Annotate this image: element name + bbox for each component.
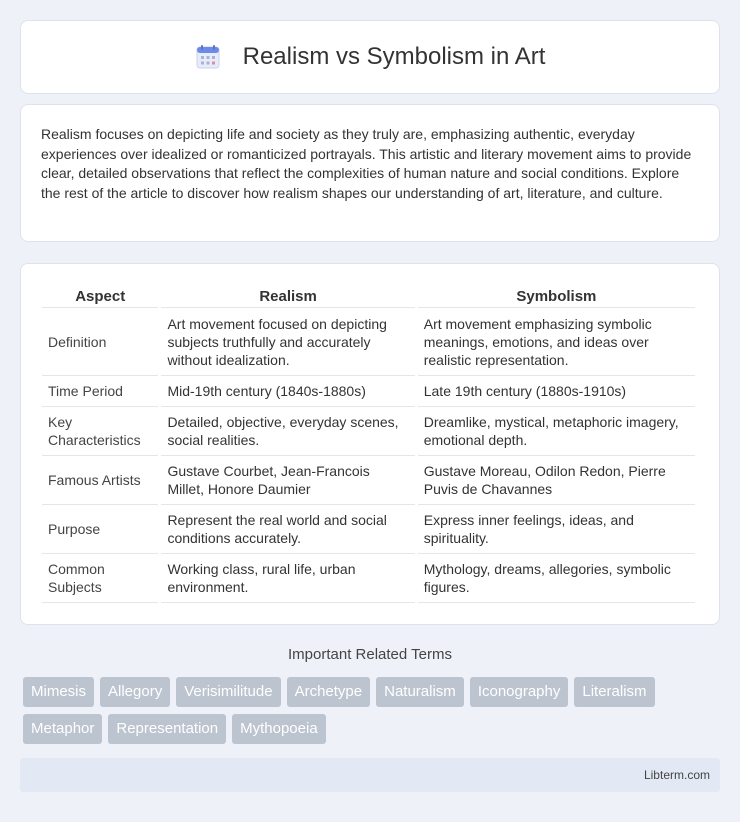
related-term-tag[interactable]: Naturalism (376, 677, 464, 707)
symbolism-cell: Gustave Moreau, Odilon Redon, Pierre Puvis de Chavannes (416, 456, 696, 505)
realism-cell: Represent the real world and social conditions accurately. (160, 505, 416, 554)
aspect-cell: Key Characteristics (42, 407, 160, 456)
related-term-tag[interactable]: Allegory (100, 677, 170, 707)
related-term-tag[interactable]: Mimesis (23, 677, 94, 707)
aspect-cell: Common Subjects (42, 554, 160, 603)
header-symbolism: Symbolism (416, 284, 696, 308)
related-term-tag[interactable]: Verisimilitude (176, 677, 280, 707)
header-realism: Realism (160, 284, 416, 308)
title-card (20, 20, 720, 94)
table-row (42, 407, 697, 456)
realism-cell: Art movement focused on depicting subjects truthfully and accurately without idealization. (160, 308, 416, 376)
intro-text: Realism focuses on depicting life and society as they truly are, emphasizing authentic, everyday experiences over idealized or romanticized portrayals. This artistic and literary movement aims to provide clear, detailed observations that reflect the complexities of human nature and social conditions. Explore the rest of the article to discover how realism shapes our understanding of art, literature, and culture. (41, 126, 692, 201)
comparison-card (20, 263, 720, 625)
intro-card (20, 104, 720, 242)
aspect-cell: Time Period (42, 376, 160, 407)
table-row (42, 456, 697, 505)
table-row (42, 376, 697, 407)
related-term-tag[interactable]: Iconography (470, 677, 569, 707)
footer-site-link[interactable]: Libterm.com (643, 768, 710, 782)
table-row (42, 308, 697, 376)
aspect-cell: Definition (42, 308, 160, 376)
comparison-table (42, 284, 698, 603)
page-title: Realism vs Symbolism in Art (242, 43, 546, 70)
aspect-cell: Famous Artists (42, 456, 160, 505)
related-terms-title: Important Related Terms (288, 646, 452, 663)
related-terms-list (23, 677, 723, 744)
table-row (42, 505, 697, 554)
realism-cell: Gustave Courbet, Jean-Francois Millet, Honore Daumier (160, 456, 416, 505)
aspect-cell: Purpose (42, 505, 160, 554)
calendar-icon (195, 44, 221, 70)
related-term-tag[interactable]: Mythopoeia (232, 714, 326, 744)
related-term-tag[interactable]: Archetype (287, 677, 371, 707)
symbolism-cell: Late 19th century (1880s-1910s) (416, 376, 696, 407)
related-term-tag[interactable]: Representation (108, 714, 226, 744)
realism-cell: Working class, rural life, urban environment. (160, 554, 416, 603)
symbolism-cell: Dreamlike, mystical, metaphoric imagery, emotional depth. (416, 407, 696, 456)
symbolism-cell: Art movement emphasizing symbolic meanings, emotions, and ideas over realistic representation. (416, 308, 696, 376)
symbolism-cell: Express inner feelings, ideas, and spirituality. (416, 505, 696, 554)
symbolism-cell: Mythology, dreams, allegories, symbolic figures. (416, 554, 696, 603)
table-row (42, 554, 697, 603)
footer (20, 758, 720, 792)
realism-cell: Mid-19th century (1840s-1880s) (160, 376, 416, 407)
related-term-tag[interactable]: Literalism (574, 677, 654, 707)
header-aspect: Aspect (42, 284, 160, 308)
table-header-row (42, 284, 697, 308)
realism-cell: Detailed, objective, everyday scenes, social realities. (160, 407, 416, 456)
related-term-tag[interactable]: Metaphor (23, 714, 102, 744)
